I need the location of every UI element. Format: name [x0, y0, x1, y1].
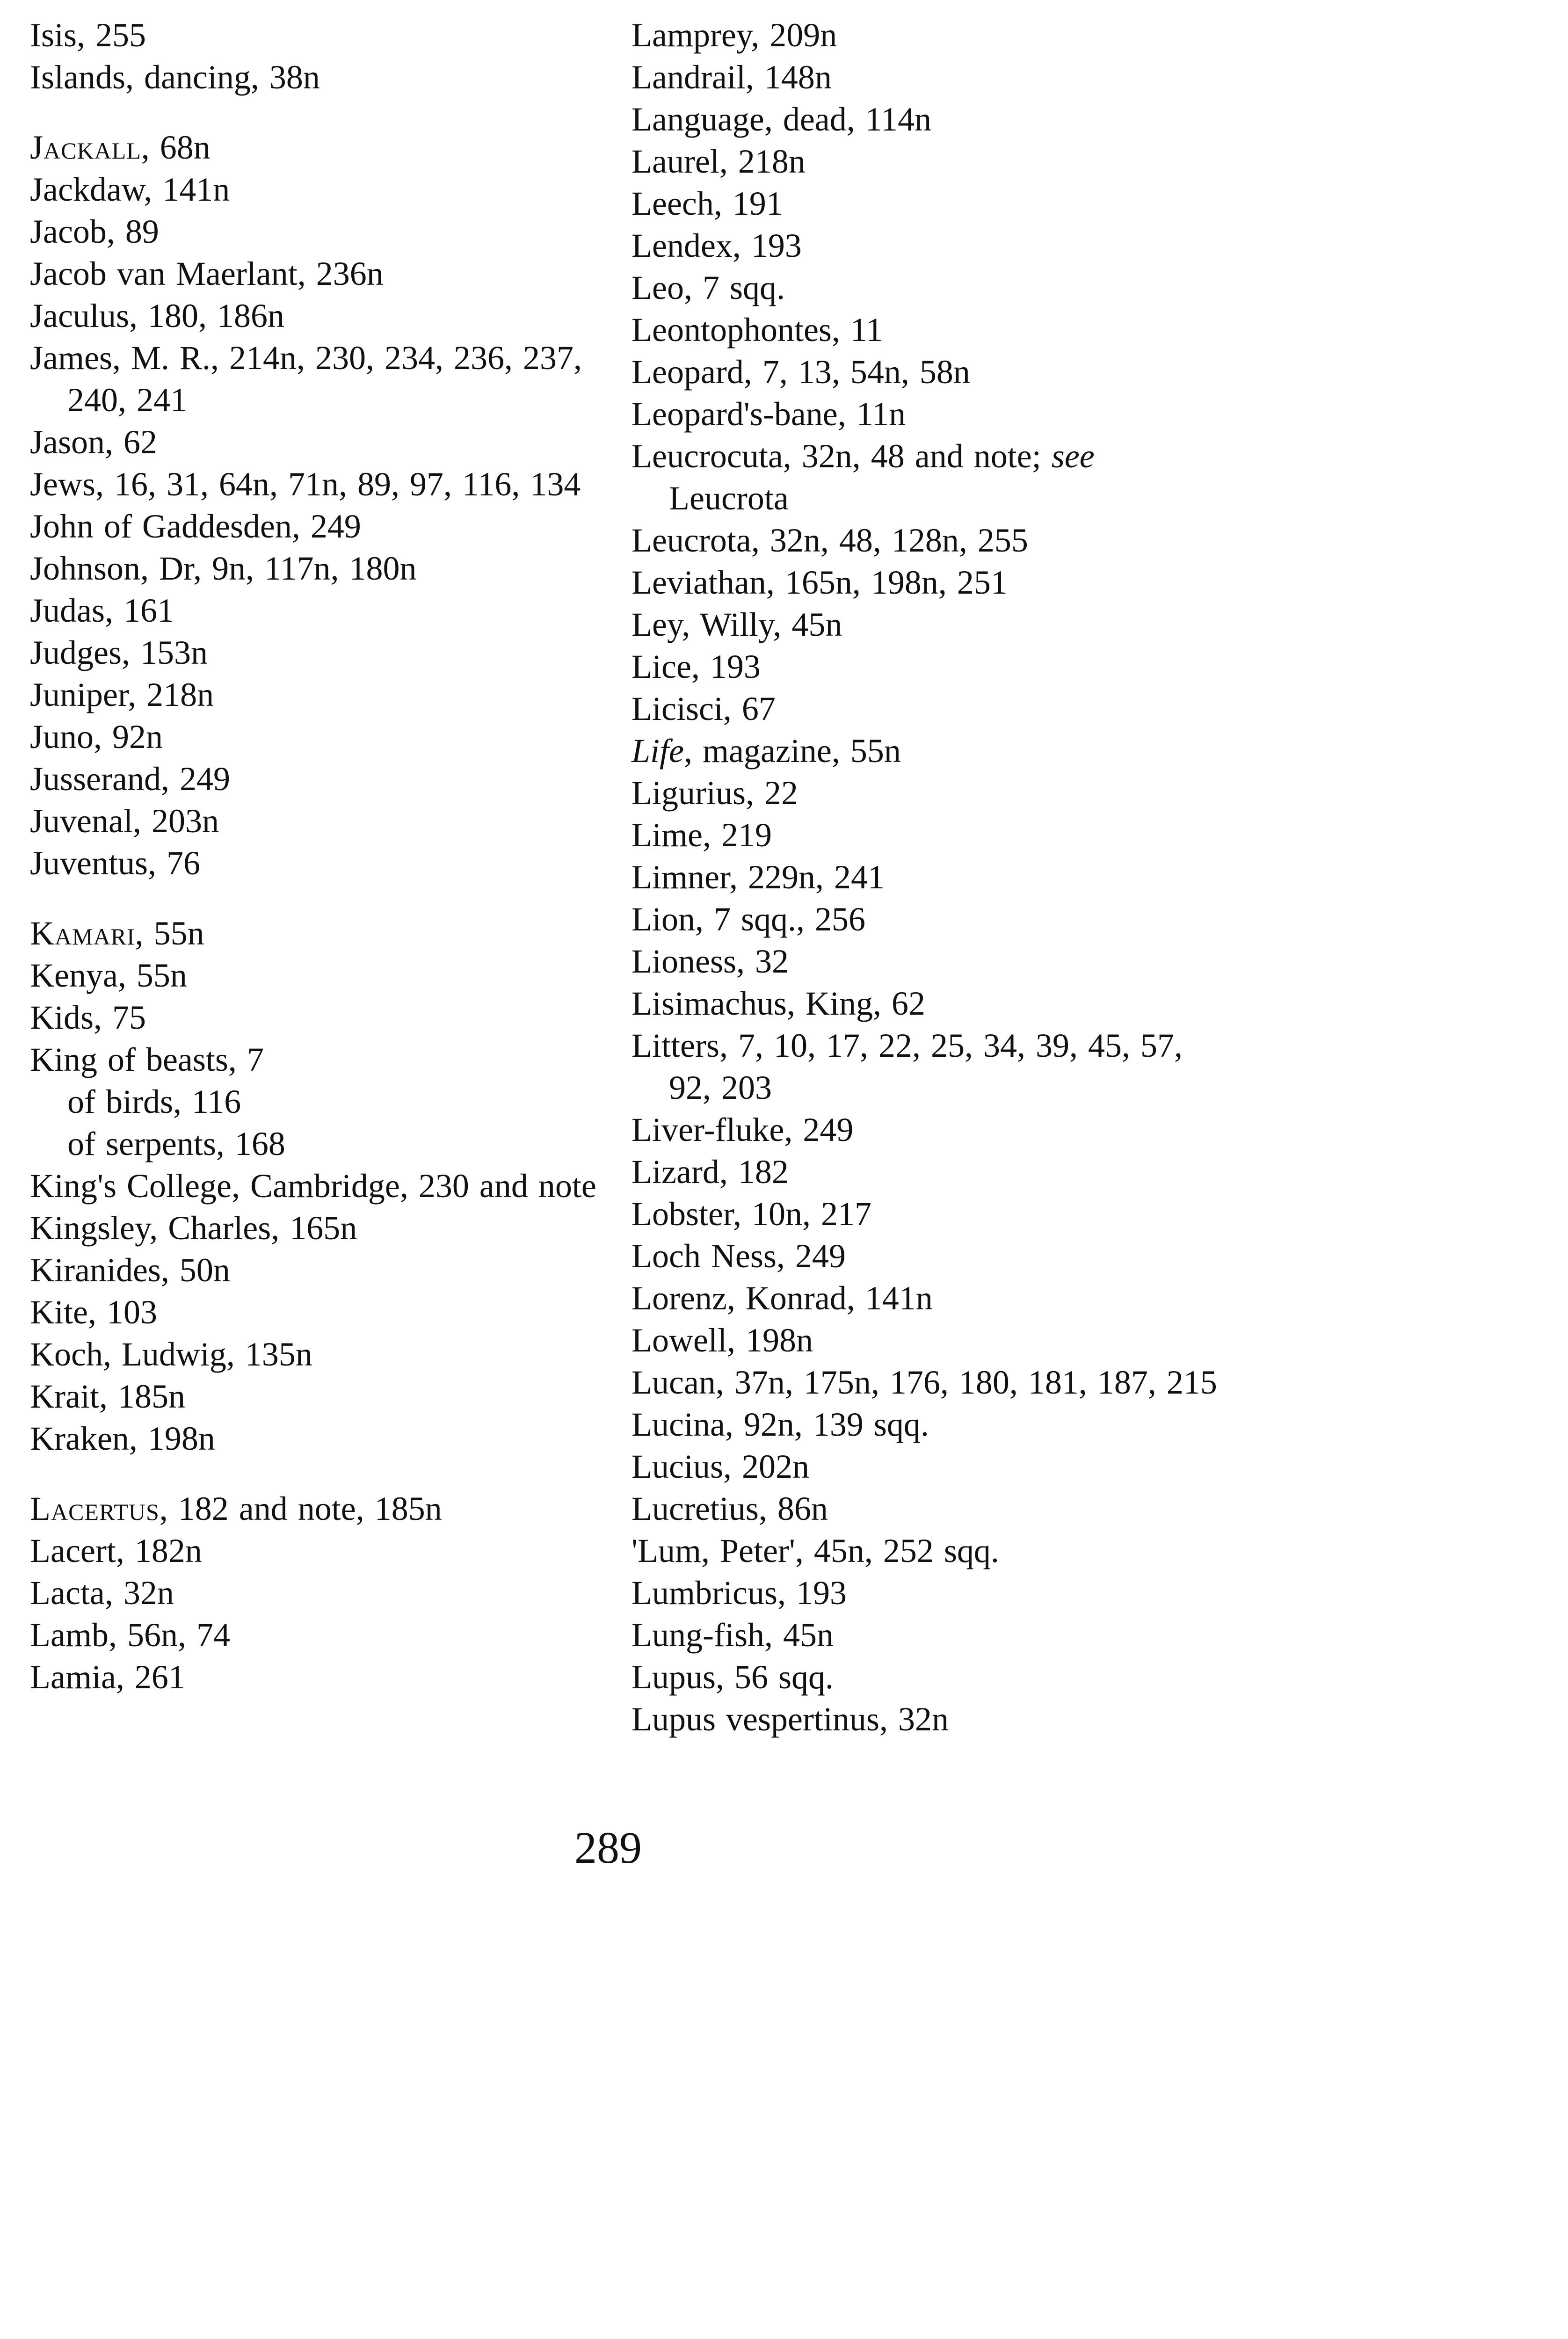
index-entry [30, 547, 615, 589]
index-entry [30, 1291, 615, 1333]
index-entry-text: Leo, 7 sqq. [632, 269, 785, 306]
index-entry-text: Jason, 62 [30, 423, 157, 461]
index-entry [632, 14, 1221, 56]
index-entry [632, 561, 1221, 603]
index-entry-text: Jacob van Maerlant, 236n [30, 255, 384, 292]
index-entry [30, 463, 615, 505]
index-entry [632, 1572, 1221, 1614]
index-entry-text: Lupus, 56 sqq. [632, 1658, 834, 1696]
index-entry-text: Lucius, 202n [632, 1448, 809, 1485]
index-column-right [632, 14, 1221, 1740]
index-entry-text: Judges, 153n [30, 634, 208, 671]
index-entry-text: Lendex, 193 [632, 227, 802, 264]
index-entry-text: Limner, 229n, 241 [632, 858, 885, 896]
index-entry [30, 1207, 615, 1249]
index-entry [30, 14, 615, 56]
index-entry [30, 1081, 615, 1123]
index-entry-text: of birds, 116 [67, 1083, 241, 1120]
index-entry [30, 253, 615, 295]
index-entry [632, 1403, 1221, 1446]
index-entry [632, 351, 1221, 393]
index-entry [30, 1333, 615, 1375]
index-entry-text: Lime, 219 [632, 816, 772, 854]
index-entry-text: Lorenz, Konrad, 141n [632, 1279, 933, 1317]
index-entry-text: Islands, dancing, 38n [30, 58, 320, 96]
index-entry-text: Leontophontes, 11 [632, 311, 883, 349]
index-entry [30, 758, 615, 800]
index-entry [30, 1656, 615, 1698]
index-entry [632, 603, 1221, 646]
index-entry [632, 730, 1221, 772]
index-entry-text: Jusserand, 249 [30, 760, 230, 798]
index-entry [632, 1530, 1221, 1572]
index-entry [30, 505, 615, 547]
index-entry-text: , 55n [135, 915, 204, 952]
index-see-reference: see [1051, 437, 1095, 475]
index-entry-text: Leech, 191 [632, 185, 783, 222]
index-entry-text: Lung-fish, 45n [632, 1616, 834, 1654]
index-entry [30, 56, 615, 98]
index-entry [632, 1698, 1221, 1740]
index-entry-text: James, M. R., 214n, 230, 234, 236, 237, 240, 241 [30, 339, 582, 419]
index-entry-text: Ligurius, 22 [632, 774, 798, 812]
index-entry-text: Litters, 7, 10, 17, 22, 25, 34, 39, 45, 57, 92, 203 [632, 1027, 1183, 1106]
index-entry [632, 140, 1221, 182]
index-entry-text: Krait, 185n [30, 1378, 185, 1415]
index-entry-text: Ley, Willy, 45n [632, 606, 842, 643]
index-entry [30, 295, 615, 337]
index-entry-text: Lacert, 182n [30, 1532, 202, 1569]
index-entry-text: Leucrota [669, 479, 789, 517]
index-entry-text: , magazine, 55n [684, 732, 901, 770]
index-entry [30, 800, 615, 842]
index-entry-text: , 182 and note, 185n [159, 1490, 442, 1527]
index-entry-text: Juventus, 76 [30, 844, 200, 882]
index-entry-text: Kiranides, 50n [30, 1251, 230, 1289]
index-entry [632, 688, 1221, 730]
index-entry [632, 1235, 1221, 1277]
index-entry-text: Lacta, 32n [30, 1574, 174, 1612]
index-entry [632, 1024, 1221, 1109]
index-entry [30, 1572, 615, 1614]
index-entry-text: Lizard, 182 [632, 1153, 789, 1191]
index-entry [30, 421, 615, 463]
index-entry-text: Kingsley, Charles, 165n [30, 1209, 357, 1247]
index-entry-text: Koch, Ludwig, 135n [30, 1336, 312, 1373]
index-entry-text: John of Gaddesden, 249 [30, 508, 361, 545]
index-entry-text: Johnson, Dr, 9n, 117n, 180n [30, 550, 417, 587]
index-entry-text: Jackdaw, 141n [30, 171, 230, 208]
index-entry-text: , 68n [141, 129, 211, 166]
index-entry-text: Juvenal, 203n [30, 802, 219, 840]
index-entry [632, 772, 1221, 814]
index-entry-text: King of beasts, 7 [30, 1041, 264, 1078]
index-entry [30, 1417, 615, 1460]
index-entry [30, 589, 615, 632]
index-entry [632, 1109, 1221, 1151]
index-entry [30, 1123, 615, 1165]
index-entry [30, 1530, 615, 1572]
index-entry [632, 814, 1221, 856]
index-entry [632, 435, 1221, 519]
index-entry [632, 1656, 1221, 1698]
index-entry-text: Lobster, 10n, 217 [632, 1195, 872, 1233]
index-entry [632, 1319, 1221, 1361]
index-entry [30, 1165, 615, 1207]
index-entry [632, 940, 1221, 982]
index-entry [632, 982, 1221, 1024]
index-entry [30, 674, 615, 716]
index-entry-text: Lice, 193 [632, 648, 761, 685]
index-entry [632, 309, 1221, 351]
index-entry [30, 1375, 615, 1417]
index-italic-title: Life [632, 732, 684, 770]
index-entry-text: Lucan, 37n, 175n, 176, 180, 181, 187, 215 [632, 1364, 1217, 1401]
index-entry-text: Lamb, 56n, 74 [30, 1616, 230, 1654]
index-entry-text: Jacob, 89 [30, 213, 159, 250]
index-entry-text: Lamprey, 209n [632, 16, 837, 54]
index-entry [632, 646, 1221, 688]
index-entry [30, 1039, 615, 1081]
index-entry [632, 225, 1221, 267]
index-entry-text: Jaculus, 180, 186n [30, 297, 284, 334]
index-entry [30, 632, 615, 674]
index-entry-text: Jews, 16, 31, 64n, 71n, 89, 97, 116, 134 [30, 465, 581, 503]
index-entry [30, 1249, 615, 1291]
index-entry-text: Lowell, 198n [632, 1322, 813, 1359]
index-entry-text: Lumbricus, 193 [632, 1574, 847, 1612]
index-entry [632, 519, 1221, 561]
index-entry-text: Leucrocuta, 32n, 48 and note; [632, 437, 1052, 475]
index-entry [632, 1193, 1221, 1235]
index-entry-text: Juno, 92n [30, 718, 163, 755]
index-entry [632, 1446, 1221, 1488]
index-entry [30, 337, 615, 421]
index-entry [30, 1488, 615, 1530]
index-entry-text: Lucretius, 86n [632, 1490, 828, 1527]
index-entry-text: Laurel, 218n [632, 143, 806, 180]
index-entry [30, 1614, 615, 1656]
index-entry-text: Lisimachus, King, 62 [632, 985, 925, 1022]
index-entry-text: Kraken, 198n [30, 1420, 215, 1457]
index-entry-text: Kenya, 55n [30, 957, 187, 994]
index-entry-text: Lupus vespertinus, 32n [632, 1700, 949, 1738]
index-entry [632, 1151, 1221, 1193]
index-entry-text: Judas, 161 [30, 592, 174, 629]
index-entry-text: Landrail, 148n [632, 58, 832, 96]
index-entry [632, 856, 1221, 898]
index-entry [30, 168, 615, 211]
index-entry-text: Lucina, 92n, 139 sqq. [632, 1406, 929, 1443]
index-headword: Jackall [30, 129, 141, 166]
index-entry [632, 56, 1221, 98]
index-entry-text: Lion, 7 sqq., 256 [632, 901, 866, 938]
index-entry [632, 898, 1221, 940]
index-entry-text: 'Lum, Peter', 45n, 252 sqq. [632, 1532, 999, 1569]
index-entry-text: Leopard's-bane, 11n [632, 395, 906, 433]
index-entry [30, 996, 615, 1039]
index-entry-text: Licisci, 67 [632, 690, 776, 727]
index-entry-text: Isis, 255 [30, 16, 146, 54]
index-entry-text: Liver-fluke, 249 [632, 1111, 854, 1148]
index-entry-text: Lioness, 32 [632, 943, 789, 980]
index-column-left [30, 14, 615, 1698]
index-entry [632, 1614, 1221, 1656]
index-entry [632, 393, 1221, 435]
index-entry [30, 912, 615, 954]
index-entry-text: Language, dead, 114n [632, 101, 932, 138]
index-entry [632, 1488, 1221, 1530]
index-entry [632, 1277, 1221, 1319]
index-entry [632, 98, 1221, 140]
page-number: 289 [574, 1823, 642, 1873]
index-entry [632, 182, 1221, 225]
index-entry [632, 267, 1221, 309]
index-entry-text: King's College, Cambridge, 230 and note [30, 1167, 596, 1205]
index-headword: Kamari [30, 915, 135, 952]
index-headword: Lacertus [30, 1490, 160, 1527]
index-entry-text: Leopard, 7, 13, 54n, 58n [632, 353, 970, 391]
index-entry-text: Lamia, 261 [30, 1658, 185, 1696]
index-entry-text: Juniper, 218n [30, 676, 214, 713]
index-entry-text: Leucrota, 32n, 48, 128n, 255 [632, 522, 1028, 559]
index-entry [632, 1361, 1221, 1403]
index-entry-text: Kids, 75 [30, 999, 146, 1036]
index-entry [30, 211, 615, 253]
index-entry [30, 716, 615, 758]
index-entry [30, 842, 615, 884]
index-entry [30, 954, 615, 996]
index-entry-text: Kite, 103 [30, 1293, 157, 1331]
index-entry-text: of serpents, 168 [67, 1125, 285, 1162]
index-entry-text: Loch Ness, 249 [632, 1237, 846, 1275]
index-entry [30, 126, 615, 168]
index-entry-text: Leviathan, 165n, 198n, 251 [632, 564, 1008, 601]
